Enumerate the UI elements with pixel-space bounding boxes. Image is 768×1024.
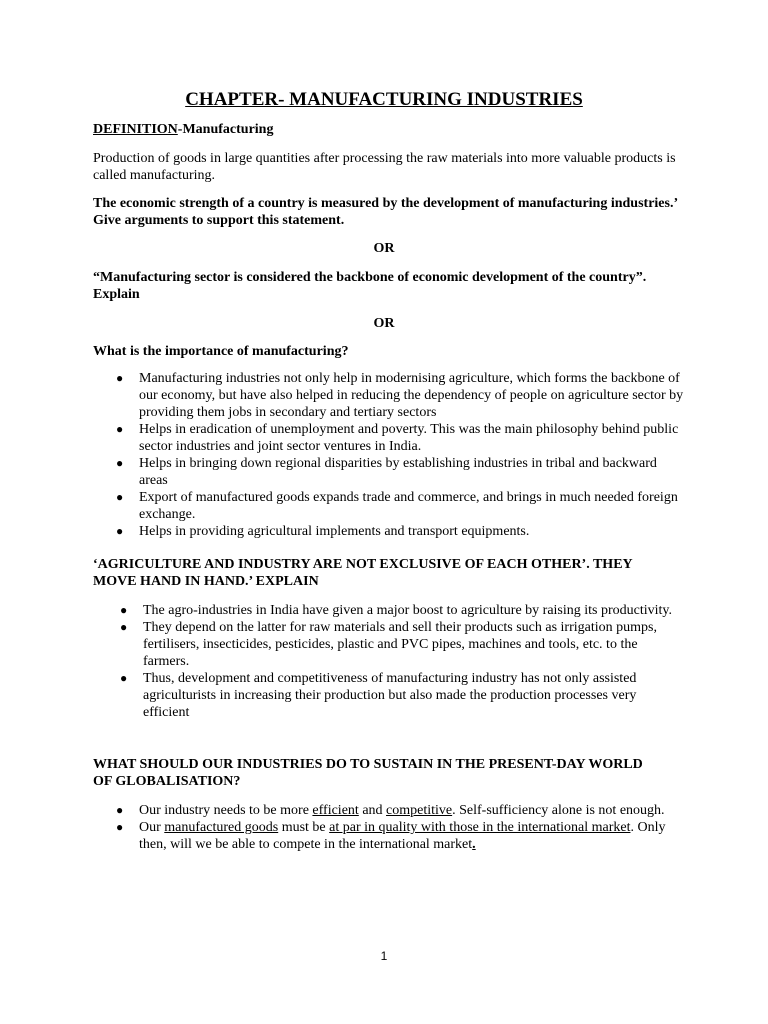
underlined-efficient: efficient	[312, 803, 359, 818]
list-item: ● They depend on the latter for raw materials and sell their products such as irrigation pumps, fertilisers, insecticides, pesticides, plastic and PVC pipes, machines and tools, etc. to the farmers.	[120, 620, 657, 669]
question-importance: What is the importance of manufacturing?	[93, 344, 349, 359]
list-item: ● Our industry needs to be more efficient and competitive. Self-sufficiency alone is not enough.	[116, 803, 665, 818]
question-globalisation: WHAT SHOULD OUR INDUSTRIES DO TO SUSTAIN IN THE PRESENT-DAY WORLD OF GLOBALISATION?	[93, 757, 643, 789]
globalisation-list	[116, 802, 679, 853]
list-item: ● The agro-industries in India have given a major boost to agriculture by raising its productivity.	[120, 603, 673, 618]
importance-list	[116, 370, 684, 540]
bullet-icon: ●	[116, 820, 124, 834]
question-agriculture-industry: ‘AGRICULTURE AND INDUSTRY ARE NOT EXCLUSIVE OF EACH OTHER’. THEY MOVE HAND IN HAND.’ EXPLAIN	[93, 557, 633, 589]
bullet-icon: ●	[116, 456, 124, 470]
or-separator-2: OR	[373, 316, 395, 331]
underlined-period: .	[472, 837, 476, 852]
definition-heading	[93, 121, 683, 138]
bullet-icon: ●	[120, 620, 128, 634]
question-backbone: “Manufacturing sector is considered the backbone of economic development of the country”. Explain	[93, 270, 647, 302]
definition-label: DEFINITION	[93, 122, 178, 137]
list-item: ● Manufacturing industries not only help in modernising agriculture, which forms the backbone of our economy, but have also helped in reducing the dependency of people on agriculture sector by providing them jobs in secondary and tertiary sectors	[116, 371, 684, 420]
underlined-competitive: competitive	[386, 803, 453, 818]
underlined-manufactured-goods: manufactured goods	[164, 820, 279, 835]
bullet-icon: ●	[116, 422, 124, 436]
list-item: ● Thus, development and competitiveness of manufacturing industry has not only assisted agriculturists in increasing their production but also made the production processes very efficient	[120, 671, 637, 720]
question-economic-strength: The economic strength of a country is measured by the development of manufacturing industries.’ Give arguments to support this statement.	[93, 196, 678, 228]
definition-text: Production of goods in large quantities after processing the raw materials into more valuable products is called manufacturing.	[93, 151, 676, 183]
bullet-icon: ●	[116, 524, 124, 538]
underlined-at-par: at par in quality with those in the international market	[329, 820, 631, 835]
list-item: ● Helps in eradication of unemployment and poverty. This was the main philosophy behind public sector industries and joint sector ventures in India.	[116, 422, 679, 454]
page-number: 1	[380, 949, 388, 963]
bullet-icon: ●	[116, 371, 124, 385]
definition-suffix: -Manufacturing	[177, 122, 274, 137]
bullet-icon: ●	[120, 603, 128, 617]
list-item: ● Our manufactured goods must be at par in quality with those in the international market. Only then, will we be able to compete in the international market.	[116, 820, 666, 852]
bullet-icon: ●	[116, 490, 124, 504]
list-item: ● Export of manufactured goods expands trade and commerce, and brings in much needed foreign exchange.	[116, 490, 678, 522]
list-item: ● Helps in providing agricultural implements and transport equipments.	[116, 524, 530, 539]
page-title: CHAPTER- MANUFACTURING INDUSTRIES	[185, 89, 583, 110]
bullet-icon: ●	[116, 803, 124, 817]
bullet-icon: ●	[120, 671, 128, 685]
agri-list	[120, 602, 678, 721]
list-item: ● Helps in bringing down regional disparities by establishing industries in tribal and backward areas	[116, 456, 657, 488]
or-separator-1: OR	[373, 241, 395, 256]
